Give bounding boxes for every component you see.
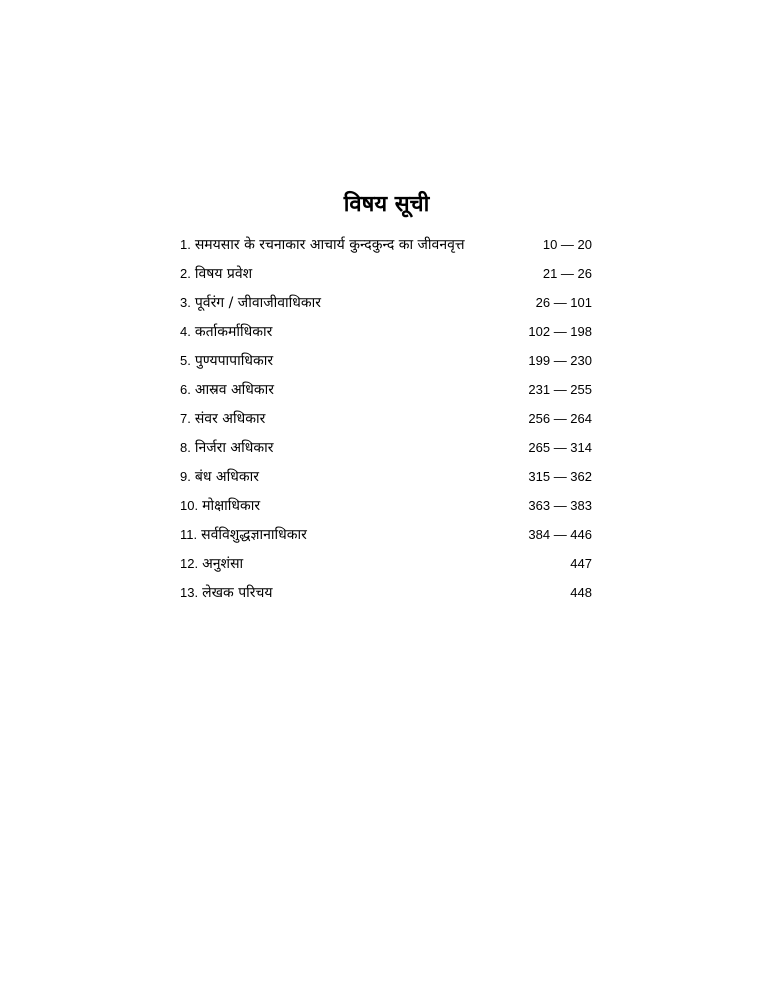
entry-pages: 363 — 383 (528, 498, 592, 513)
entry-pages: 384 — 446 (528, 527, 592, 542)
toc-entry (180, 491, 592, 520)
entry-number: 6. (180, 382, 191, 397)
toc-entry (180, 462, 592, 491)
entry-title: सर्वविशुद्धज्ञानाधिकार (201, 527, 307, 543)
entry-number: 11. (180, 527, 198, 542)
entry-number: 8. (180, 440, 191, 455)
entry-pages: 10 — 20 (542, 237, 592, 252)
toc-entry (180, 288, 592, 317)
entry-title: आस्रव अधिकार (194, 382, 275, 398)
entry-pages: 199 — 230 (528, 353, 592, 368)
entry-pages: 256 — 264 (528, 411, 592, 426)
entry-pages: 26 — 101 (535, 295, 592, 310)
entry-number: 3. (180, 295, 191, 310)
toc-entry (180, 520, 592, 549)
entry-number: 7. (180, 411, 191, 426)
entry-title: कर्ताकर्माधिकार (194, 324, 273, 340)
page-title: विषय सूची (343, 192, 430, 217)
entry-pages: 102 — 198 (528, 324, 592, 339)
entry-number: 1. (180, 237, 191, 252)
entry-pages: 447 (570, 556, 592, 571)
toc-entry (180, 404, 592, 433)
entry-title: समयसार के रचनाकार आचार्य कुन्दकुन्द का जीवनवृत्त (194, 237, 465, 253)
entry-title: मोक्षाधिकार (202, 498, 261, 514)
entry-title: संवर अधिकार (194, 411, 266, 427)
entry-number: 2. (180, 266, 191, 281)
entry-pages: 315 — 362 (528, 469, 592, 484)
entry-number: 13. (180, 585, 199, 600)
entry-title: निर्जरा अधिकार (194, 440, 274, 456)
entry-number: 9. (180, 469, 191, 484)
entry-pages: 21 — 26 (542, 266, 592, 281)
entry-title: पूर्वरंग / जीवाजीवाधिकार (194, 295, 321, 311)
toc-entry (180, 375, 592, 404)
entry-pages: 448 (570, 585, 592, 600)
table-of-contents (180, 230, 592, 607)
toc-entry (180, 346, 592, 375)
entry-number: 4. (180, 324, 191, 339)
toc-entry (180, 578, 592, 607)
entry-title: अनुशंसा (202, 556, 244, 572)
entry-pages: 231 — 255 (528, 382, 592, 397)
toc-entry (180, 230, 592, 259)
entry-pages: 265 — 314 (528, 440, 592, 455)
entry-title: लेखक परिचय (202, 585, 273, 601)
toc-entry (180, 549, 592, 578)
toc-entry (180, 433, 592, 462)
entry-title: विषय प्रवेश (194, 266, 253, 282)
entry-number: 10. (180, 498, 199, 513)
entry-number: 5. (180, 353, 191, 368)
toc-entry (180, 259, 592, 288)
entry-title: बंध अधिकार (194, 469, 259, 485)
entry-number: 12. (180, 556, 199, 571)
entry-title: पुण्यपापाधिकार (194, 353, 274, 369)
toc-entry (180, 317, 592, 346)
